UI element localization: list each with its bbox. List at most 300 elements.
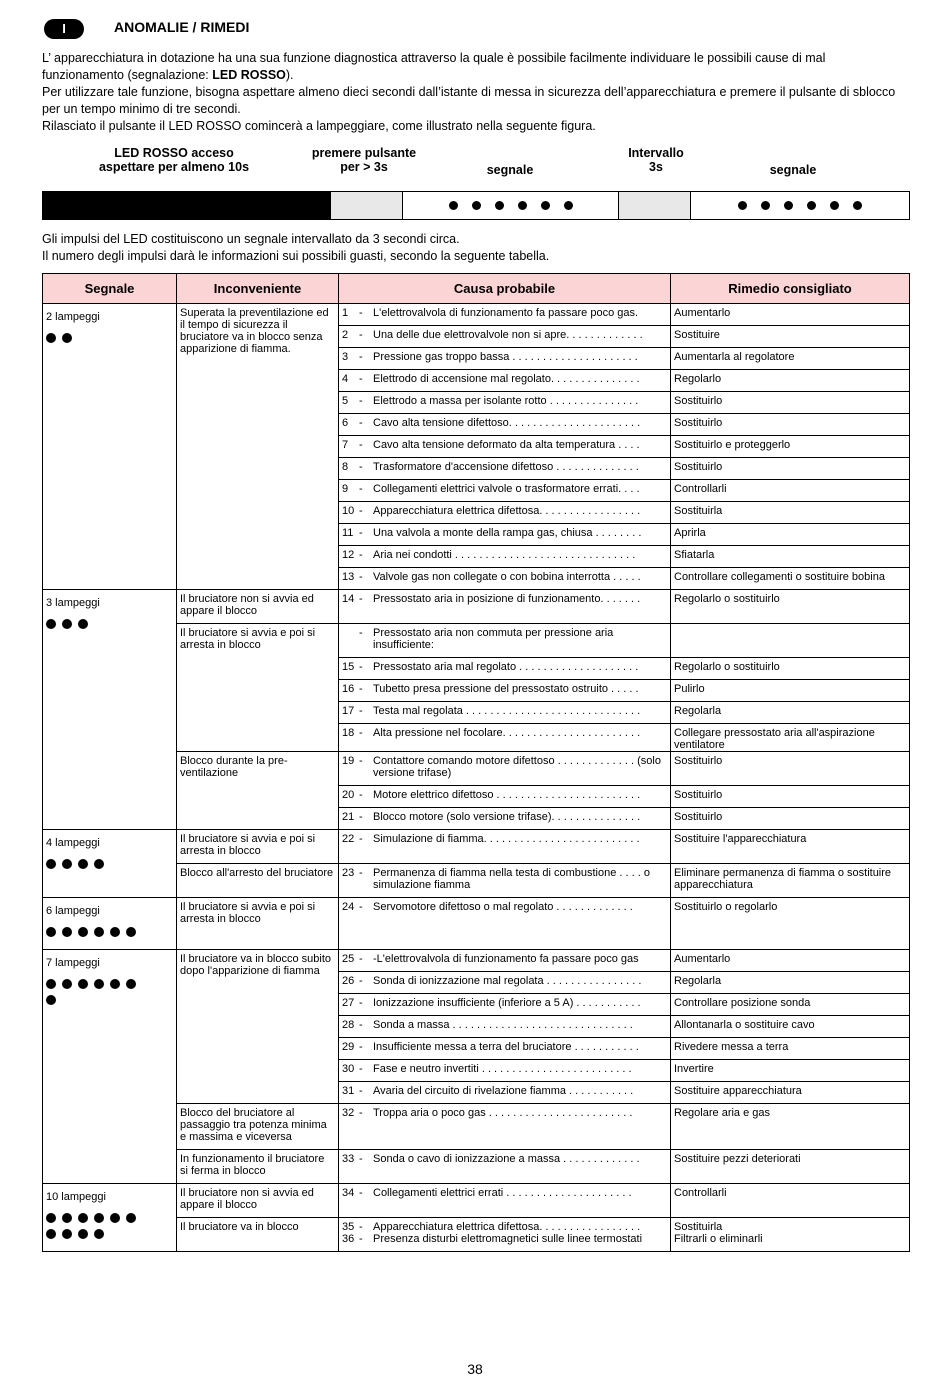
cause-cell [339, 304, 671, 326]
cause-text: Testa mal regolata . . . . . . . . . . . . . . . . . . . . . . . . . . . . . [373, 705, 641, 717]
interval-segment [619, 192, 691, 219]
cause-number: 29 [342, 1041, 355, 1053]
table-row [43, 830, 910, 864]
cause-text: Cavo alta tensione difettoso. . . . . . . . . . . . . . . . . . . . . . [373, 417, 641, 429]
signal-cell [43, 950, 177, 1184]
cause-line [342, 461, 667, 473]
cause-line [342, 1107, 667, 1119]
cause-text: -L'elettrovalvola di funzionamento fa passare poco gas [373, 953, 639, 965]
blink-dot-icon [126, 927, 136, 937]
cause-dash: - [359, 867, 363, 879]
remedy-cell [671, 370, 910, 392]
cause-cell [339, 1150, 671, 1184]
cause-cell [339, 994, 671, 1016]
blink-dot-icon [62, 927, 72, 937]
cause-number: 32 [342, 1107, 355, 1119]
cause-text: Elettrodo di accensione mal regolato. . . . . . . . . . . . . . . [373, 373, 640, 385]
signal-label: 2 lampeggi [46, 311, 100, 323]
cause-line [342, 1233, 667, 1245]
cause-number: 22 [342, 833, 355, 845]
intro-paragraph-2: Per utilizzare tale funzione, bisogna aspettare almeno dieci secondi dall’istante di messa in sicurezza dell’apparecchiatura e premere il pulsante di sblocco per un tempo minimo di tre secondi. [42, 85, 896, 116]
cause-line [342, 953, 667, 965]
remedy-cell [671, 1104, 910, 1150]
blink-dot-icon [94, 927, 104, 937]
remedy-cell [671, 808, 910, 830]
remedy-cell [671, 752, 910, 786]
cause-line [342, 483, 667, 495]
remedy-cell [671, 590, 910, 624]
header-rimedio: Rimedio consigliato [671, 274, 910, 304]
blink-dot-icon [564, 201, 573, 210]
led-timing-diagram [42, 191, 910, 220]
cause-text: Sonda o cavo di ionizzazione a massa . . . . . . . . . . . . . [373, 1153, 640, 1165]
led-on-segment [43, 192, 331, 219]
blink-dot-icon [830, 201, 839, 210]
problem-cell: In funzionamento il bruciatore si ferma in blocco [177, 1150, 339, 1184]
cause-dash: - [359, 549, 363, 561]
blink-dot-icon [94, 1213, 104, 1223]
blink-dot-icon [62, 1229, 72, 1239]
blink-dot-icon [62, 979, 72, 989]
remedy-text: Pulirlo [674, 683, 705, 695]
blink-dot-icon [62, 619, 72, 629]
blink-dot-icon [807, 201, 816, 210]
cause-cell [339, 752, 671, 786]
diagram-label-press: premere pulsante per > 3s [311, 146, 417, 174]
cause-dash: - [359, 505, 363, 517]
blink-dot-icon [46, 995, 56, 1005]
signal-cell [43, 304, 177, 590]
cause-dash: - [359, 527, 363, 539]
cause-dash: - [359, 901, 363, 913]
cause-cell [339, 658, 671, 680]
cause-number: 5 [342, 395, 349, 407]
remedy-cell [671, 1184, 910, 1218]
cause-dash: - [359, 953, 363, 965]
cause-cell [339, 1038, 671, 1060]
table-header-row [43, 274, 910, 304]
cause-line [342, 755, 667, 779]
cause-number: 25 [342, 953, 355, 965]
cause-number: 33 [342, 1153, 355, 1165]
blink-dot-icon [46, 333, 56, 343]
cause-text: Una valvola a monte della rampa gas, chiusa . . . . . . . . [373, 527, 642, 539]
remedy-text: Controllarli [674, 1187, 727, 1199]
cause-dash: - [359, 811, 363, 823]
cause-cell [339, 972, 671, 994]
page-number: 38 [467, 1361, 483, 1377]
cause-cell [339, 680, 671, 702]
cause-number: 21 [342, 811, 355, 823]
header-inconveniente: Inconveniente [177, 274, 339, 304]
cause-cell [339, 830, 671, 864]
remedy-cell [671, 568, 910, 590]
cause-number: 19 [342, 755, 355, 767]
cause-dash: - [359, 755, 363, 767]
cause-cell [339, 1060, 671, 1082]
cause-line [342, 1019, 667, 1031]
cause-line [342, 417, 667, 429]
blink-dot-icon [94, 979, 104, 989]
problem-cell: Il bruciatore va in blocco [177, 1218, 339, 1252]
problem-cell: Il bruciatore va in blocco subito dopo l'apparizione di fiamma [177, 950, 339, 1104]
cause-dash: - [359, 329, 363, 341]
table-row [43, 304, 910, 326]
signal-label: 4 lampeggi [46, 837, 100, 849]
blink-dot-icon [78, 979, 88, 989]
cause-cell [339, 590, 671, 624]
cause-line [342, 867, 667, 891]
blink-dot-icon [78, 1229, 88, 1239]
intro-paragraph-3: Rilasciato il pulsante il LED ROSSO comincerà a lampeggiare, come illustrato nella seguente figura. [42, 119, 596, 133]
signal-cell [43, 1184, 177, 1252]
remedy-cell [671, 1016, 910, 1038]
cause-text: Sonda a massa . . . . . . . . . . . . . . . . . . . . . . . . . . . . . . [373, 1019, 633, 1031]
signal-dots [46, 333, 146, 343]
blink-dot-icon [78, 859, 88, 869]
cause-text: L'elettrovalvola di funzionamento fa passare poco gas. [373, 307, 639, 319]
cause-text: Simulazione di fiamma. . . . . . . . . . . . . . . . . . . . . . . . . . [373, 833, 640, 845]
cause-dash: - [359, 1063, 363, 1075]
cause-text: Fase e neutro invertiti . . . . . . . . . . . . . . . . . . . . . . . . . [373, 1063, 632, 1075]
blink-dot-icon [62, 333, 72, 343]
cause-text: Collegamenti elettrici valvole o trasformatore errati. . . . [373, 483, 640, 495]
remedy-text: Controllare posizione sonda [674, 997, 811, 1009]
cause-line [342, 307, 667, 319]
cause-number: 10 [342, 505, 355, 517]
cause-dash: - [359, 1221, 363, 1233]
blink-dot-icon [853, 201, 862, 210]
cause-cell [339, 786, 671, 808]
cause-number: 11 [342, 527, 354, 539]
blink-dot-icon [449, 201, 458, 210]
remedy-text: Aumentarla al regolatore [674, 351, 795, 363]
cause-dash: - [359, 1019, 363, 1031]
blink-dot-icon [126, 979, 136, 989]
header-causa: Causa probabile [339, 274, 671, 304]
cause-cell [339, 702, 671, 724]
cause-line [342, 997, 667, 1009]
blink-dot-icon [46, 927, 56, 937]
cause-dash: - [359, 483, 363, 495]
remedy-cell [671, 502, 910, 524]
cause-dash: - [359, 461, 363, 473]
cause-number: 8 [342, 461, 349, 473]
remedy-cell [671, 458, 910, 480]
cause-number: 15 [342, 661, 355, 673]
remedy-cell [671, 972, 910, 994]
remedy-text: Sostituirlo e proteggerlo [674, 439, 791, 451]
blink-dot-icon [78, 927, 88, 937]
cause-cell [339, 950, 671, 972]
remedy-text: Controllare collegamenti o sostituire bobina [674, 571, 885, 583]
cause-line [342, 661, 667, 673]
cause-number: 12 [342, 549, 355, 561]
table-row [43, 1184, 910, 1218]
cause-number: 23 [342, 867, 355, 879]
cause-dash: - [359, 1153, 363, 1165]
blink-dot-icon [94, 1229, 104, 1239]
remedy-text: Aumentarlo [674, 953, 731, 965]
remedy-text: Sostituire [674, 329, 720, 341]
explanation-paragraph-2: Il numero degli impulsi darà le informazioni sui possibili guasti, secondo la seguente tabella. [42, 249, 550, 263]
blink-dot-icon [46, 1213, 56, 1223]
cause-line [342, 627, 667, 651]
cause-text: Contattore comando motore difettoso . . . . . . . . . . . . . (solo versione trifase) [373, 755, 661, 779]
cause-number: 24 [342, 901, 355, 913]
cause-dash: - [359, 705, 363, 717]
signal-dots [46, 859, 146, 869]
blink-dot-icon [472, 201, 481, 210]
remedy-text: Invertire [674, 1063, 714, 1075]
problem-cell: Blocco del bruciatore al passaggio tra potenza minima e massima e viceversa [177, 1104, 339, 1150]
cause-line [342, 1187, 667, 1199]
blink-dot-icon [761, 201, 770, 210]
remedy-cell [671, 624, 910, 658]
cause-number: 2 [342, 329, 349, 341]
cause-cell [339, 624, 671, 658]
cause-number [342, 627, 359, 651]
problem-cell: Il bruciatore si avvia e poi si arresta in blocco [177, 898, 339, 950]
intro-text [42, 50, 910, 135]
cause-cell [339, 370, 671, 392]
signal-dots [46, 619, 146, 629]
cause-cell [339, 1082, 671, 1104]
diagnostic-table [42, 273, 910, 1252]
remedy-cell [671, 1082, 910, 1104]
cause-dash: - [359, 395, 363, 407]
cause-number: 13 [342, 571, 355, 583]
blink-dot-icon [541, 201, 550, 210]
cause-text: Permanenza di fiamma nella testa di combustione . . . . o simulazione fiamma [373, 867, 650, 891]
remedy-text: Regolarlo [674, 373, 722, 385]
cause-line [342, 527, 667, 539]
remedy-cell [671, 392, 910, 414]
remedy-text: Filtrarli o eliminarli [674, 1233, 763, 1245]
diagram-label-interval: Intervallo 3s [628, 146, 684, 174]
cause-cell [339, 1218, 671, 1252]
remedy-text: Sostituirlo [674, 811, 723, 823]
remedy-text: Regolarla [674, 705, 722, 717]
cause-line [342, 901, 667, 913]
blink-dot-icon [738, 201, 747, 210]
cause-line [342, 549, 667, 561]
cause-line [342, 727, 667, 739]
cause-cell [339, 724, 671, 752]
cause-line [342, 351, 667, 363]
signal-cell [43, 830, 177, 898]
remedy-cell [671, 830, 910, 864]
cause-dash: - [359, 833, 363, 845]
remedy-text: Sostituirlo [674, 395, 723, 407]
table-row [43, 898, 910, 950]
cause-text: Collegamenti elettrici errati . . . . . . . . . . . . . . . . . . . . . [373, 1187, 632, 1199]
remedy-text: Regolarla [674, 975, 722, 987]
cause-text: Apparecchiatura elettrica difettosa. . . . . . . . . . . . . . . . . [373, 1221, 641, 1233]
cause-text: Pressostato aria non commuta per pressione aria insufficiente: [373, 627, 614, 651]
cause-text: Aria nei condotti . . . . . . . . . . . . . . . . . . . . . . . . . . . . . . [373, 549, 636, 561]
cause-number: 36 [342, 1233, 355, 1245]
cause-cell [339, 546, 671, 568]
remedy-cell [671, 524, 910, 546]
blink-dot-icon [78, 1213, 88, 1223]
cause-text: Insufficiente messa a terra del bruciatore . . . . . . . . . . . [373, 1041, 639, 1053]
explanation-text [42, 231, 910, 265]
cause-text: Una delle due elettrovalvole non si apre. . . . . . . . . . . . . [373, 329, 643, 341]
remedy-cell [671, 786, 910, 808]
cause-number: 20 [342, 789, 355, 801]
cause-cell [339, 436, 671, 458]
cause-text: Apparecchiatura elettrica difettosa. . . . . . . . . . . . . . . . . [373, 505, 641, 517]
cause-dash: - [359, 1187, 363, 1199]
intro-paragraph-1: L’ apparecchiatura in dotazione ha una sua funzione diagnostica attraverso la quale è possibile facilmente individuare le possibili cause di mal funzionamento (segnalazione: LED ROSSO). [42, 51, 826, 82]
cause-line [342, 373, 667, 385]
cause-number: 27 [342, 997, 355, 1009]
remedy-text: Rivedere messa a terra [674, 1041, 789, 1053]
cause-text: Elettrodo a massa per isolante rotto . . . . . . . . . . . . . . . [373, 395, 639, 407]
blink-dot-icon [46, 979, 56, 989]
blink-dot-icon [784, 201, 793, 210]
remedy-cell [671, 1038, 910, 1060]
problem-cell: Il bruciatore non si avvia ed appare il blocco [177, 1184, 339, 1218]
cause-line [342, 975, 667, 987]
cause-dash: - [359, 1107, 363, 1119]
problem-cell: Blocco all'arresto del bruciatore [177, 864, 339, 898]
cause-dash: - [359, 627, 363, 639]
cause-dash: - [359, 997, 363, 1009]
table-row [43, 950, 910, 972]
cause-line [342, 1041, 667, 1053]
cause-line [342, 571, 667, 583]
signal-label: 3 lampeggi [46, 597, 100, 609]
cause-line [342, 593, 667, 605]
cause-text: Pressostato aria mal regolato . . . . . . . . . . . . . . . . . . . . [373, 661, 639, 673]
signal-cell [43, 590, 177, 830]
problem-cell: Blocco durante la pre-ventilazione [177, 752, 339, 830]
cause-dash: - [359, 1085, 363, 1097]
remedy-text: Sostituire l'apparecchiatura [674, 833, 807, 845]
cause-dash: - [359, 789, 363, 801]
cause-cell [339, 458, 671, 480]
press-segment [331, 192, 403, 219]
cause-text: Pressione gas troppo bassa . . . . . . . . . . . . . . . . . . . . . [373, 351, 638, 363]
cause-text: Presenza disturbi elettromagnetici sulle linee termostati [373, 1233, 643, 1245]
cause-dash: - [359, 373, 363, 385]
remedy-text: Sostituirlo [674, 755, 723, 767]
diagram-label-led: LED ROSSO acceso aspettare per almeno 10s [98, 146, 250, 174]
remedy-text: Collegare pressostato aria all'aspirazione ventilatore [674, 727, 875, 751]
problem-cell: Il bruciatore si avvia e poi si arresta in blocco [177, 830, 339, 864]
remedy-text: Controllarli [674, 483, 727, 495]
cause-number: 26 [342, 975, 355, 987]
header-segnale: Segnale [43, 274, 177, 304]
cause-dash: - [359, 1041, 363, 1053]
remedy-text: Sostituirla [674, 1221, 723, 1233]
cause-cell [339, 524, 671, 546]
cause-number: 18 [342, 727, 355, 739]
cause-text: Avaria del circuito di rivelazione fiamma . . . . . . . . . . . [373, 1085, 634, 1097]
cause-line [342, 833, 667, 845]
remedy-cell [671, 994, 910, 1016]
remedy-cell [671, 326, 910, 348]
cause-line [342, 329, 667, 341]
blink-dot-icon [46, 619, 56, 629]
cause-text: Sonda di ionizzazione mal regolata . . . . . . . . . . . . . . . . [373, 975, 642, 987]
signal-label: 6 lampeggi [46, 905, 100, 917]
remedy-text: Regolare aria e gas [674, 1107, 771, 1119]
cause-text: Cavo alta tensione deformato da alta temperatura . . . . [373, 439, 640, 451]
signal-dots [46, 927, 146, 937]
cause-text: Trasformatore d'accensione difettoso . . . . . . . . . . . . . . [373, 461, 639, 473]
remedy-cell [671, 724, 910, 752]
remedy-cell [671, 1060, 910, 1082]
cause-dash: - [359, 593, 363, 605]
table-row [43, 590, 910, 624]
remedy-text: Aumentarlo [674, 307, 731, 319]
signal-dots-1 [403, 192, 619, 219]
blink-dot-icon [110, 1213, 120, 1223]
remedy-cell [671, 680, 910, 702]
remedy-text: Sostituirla [674, 505, 723, 517]
cause-number: 6 [342, 417, 349, 429]
problem-cell: Il bruciatore si avvia e poi si arresta in blocco [177, 624, 339, 752]
cause-line [342, 789, 667, 801]
cause-text: Ionizzazione insufficiente (inferiore a 5 A) . . . . . . . . . . . [373, 997, 641, 1009]
cause-cell [339, 348, 671, 370]
cause-text: Alta pressione nel focolare. . . . . . . . . . . . . . . . . . . . . . . [373, 727, 641, 739]
cause-cell [339, 1104, 671, 1150]
cause-line [342, 1221, 667, 1233]
cause-cell [339, 326, 671, 348]
blink-dot-icon [110, 927, 120, 937]
cause-dash: - [359, 975, 363, 987]
remedy-text: Eliminare permanenza di fiamma o sostituire apparecchiatura [674, 867, 892, 891]
blink-dot-icon [126, 1213, 136, 1223]
signal-cell [43, 898, 177, 950]
cause-number: 30 [342, 1063, 355, 1075]
cause-dash: - [359, 1233, 363, 1245]
blink-dot-icon [518, 201, 527, 210]
remedy-cell [671, 546, 910, 568]
cause-number: 4 [342, 373, 349, 385]
cause-cell [339, 502, 671, 524]
cause-number: 1 [342, 307, 349, 319]
blink-dot-icon [110, 979, 120, 989]
cause-line [342, 1153, 667, 1165]
cause-text: Valvole gas non collegate o con bobina interrotta . . . . . [373, 571, 641, 583]
remedy-text: Sostituirlo [674, 789, 723, 801]
remedy-cell [671, 702, 910, 724]
blink-dot-icon [78, 619, 88, 629]
blink-dot-icon [62, 859, 72, 869]
cause-number: 9 [342, 483, 349, 495]
blink-dot-icon [46, 859, 56, 869]
language-badge: I [44, 19, 84, 39]
cause-cell [339, 864, 671, 898]
cause-line [342, 811, 667, 823]
cause-cell [339, 1184, 671, 1218]
cause-number: 35 [342, 1221, 355, 1233]
cause-text: Tubetto presa pressione del pressostato ostruito . . . . . [373, 683, 639, 695]
cause-number: 34 [342, 1187, 355, 1199]
cause-number: 31 [342, 1085, 355, 1097]
page-title: ANOMALIE / RIMEDI [114, 19, 250, 35]
cause-cell [339, 898, 671, 950]
cause-dash: - [359, 661, 363, 673]
cause-cell [339, 392, 671, 414]
cause-dash: - [359, 307, 363, 319]
cause-dash: - [359, 571, 363, 583]
